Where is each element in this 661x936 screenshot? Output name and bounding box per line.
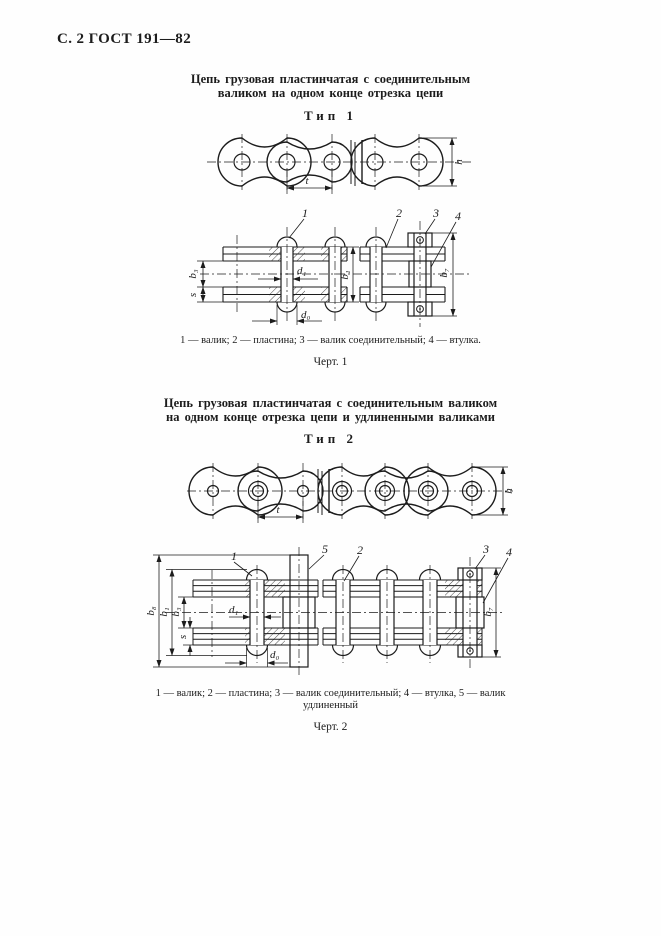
fig1-title-line2: валиком на одном конце отрезка цепи bbox=[217, 86, 444, 100]
dim-label-d1: d₁ bbox=[297, 265, 307, 277]
dimension-b7 bbox=[432, 233, 457, 316]
dim-label-d0: d₀ bbox=[270, 649, 280, 661]
fig1-chain-side-view-drawing bbox=[205, 128, 475, 208]
fig2-caption-line1: 1 — валик; 2 — пластина; 3 — валик соединительный; 4 — втулка, 5 — валик bbox=[155, 688, 506, 699]
fig1-label: Черт. 1 bbox=[313, 356, 348, 368]
dim-label-b3: b₃ bbox=[187, 269, 199, 279]
dim-label-t: t bbox=[276, 504, 280, 516]
dim-label-h: h bbox=[453, 159, 465, 165]
fig2-type-label: Тип 2 bbox=[303, 431, 358, 446]
fig1-type-label: Тип 1 bbox=[303, 108, 358, 123]
dim-label-h: h bbox=[503, 488, 515, 494]
fig2-title-line2: на одном конце отрезка цепи и удлиненными валиками bbox=[166, 410, 495, 424]
dimension-d0 bbox=[225, 648, 288, 667]
dim-label-b3: b₃ bbox=[170, 607, 182, 617]
dim-label-b1: b₁ bbox=[158, 607, 170, 617]
part-number-1: 1 bbox=[231, 549, 237, 563]
page-header: С. 2 ГОСТ 191—82 bbox=[57, 31, 192, 47]
fig2-label: Черт. 2 bbox=[313, 721, 348, 733]
dimension-b3-s bbox=[187, 261, 223, 302]
part-number-4: 4 bbox=[455, 209, 461, 223]
part-number-3: 3 bbox=[483, 542, 489, 556]
part-number-5: 5 bbox=[322, 542, 328, 556]
dim-label-b1: b₁ bbox=[339, 270, 351, 280]
fig2-title-line1: Цепь грузовая пластинчатая с соединительным валиком bbox=[163, 396, 498, 410]
dimension-b3-s bbox=[170, 597, 193, 656]
fig1-chain-section-view-drawing bbox=[185, 207, 475, 335]
part-number-3: 3 bbox=[433, 206, 439, 220]
dim-label-d1: d₁ bbox=[229, 604, 239, 616]
fig1-caption: 1 — валик; 2 — пластина; 3 — валик соединительный; 4 — втулка. bbox=[180, 335, 481, 346]
dim-label-t: t bbox=[305, 175, 309, 187]
dim-label-s: s bbox=[177, 634, 189, 640]
dim-label-b7: b₇ bbox=[438, 268, 450, 278]
centerlines bbox=[165, 547, 505, 677]
part-number-2: 2 bbox=[396, 206, 402, 220]
fig2-chain-side-view-drawing bbox=[185, 455, 515, 547]
part-number-4: 4 bbox=[506, 545, 512, 559]
part-number-1: 1 bbox=[302, 206, 308, 220]
fig2-chain-section-view-drawing bbox=[145, 542, 520, 685]
fig1-title-line1: Цепь грузовая пластинчатая с соединительным bbox=[190, 72, 471, 86]
fig2-caption-line2: удлиненный bbox=[303, 700, 358, 711]
dimension-b7 bbox=[482, 568, 501, 657]
dim-label-b8: b₈ bbox=[145, 606, 157, 616]
dim-label-b7: b₇ bbox=[482, 607, 494, 617]
part-number-2: 2 bbox=[357, 543, 363, 557]
dim-label-s: s bbox=[187, 292, 199, 298]
dim-label-d0: d₀ bbox=[301, 309, 311, 321]
centerlines bbox=[187, 463, 513, 519]
